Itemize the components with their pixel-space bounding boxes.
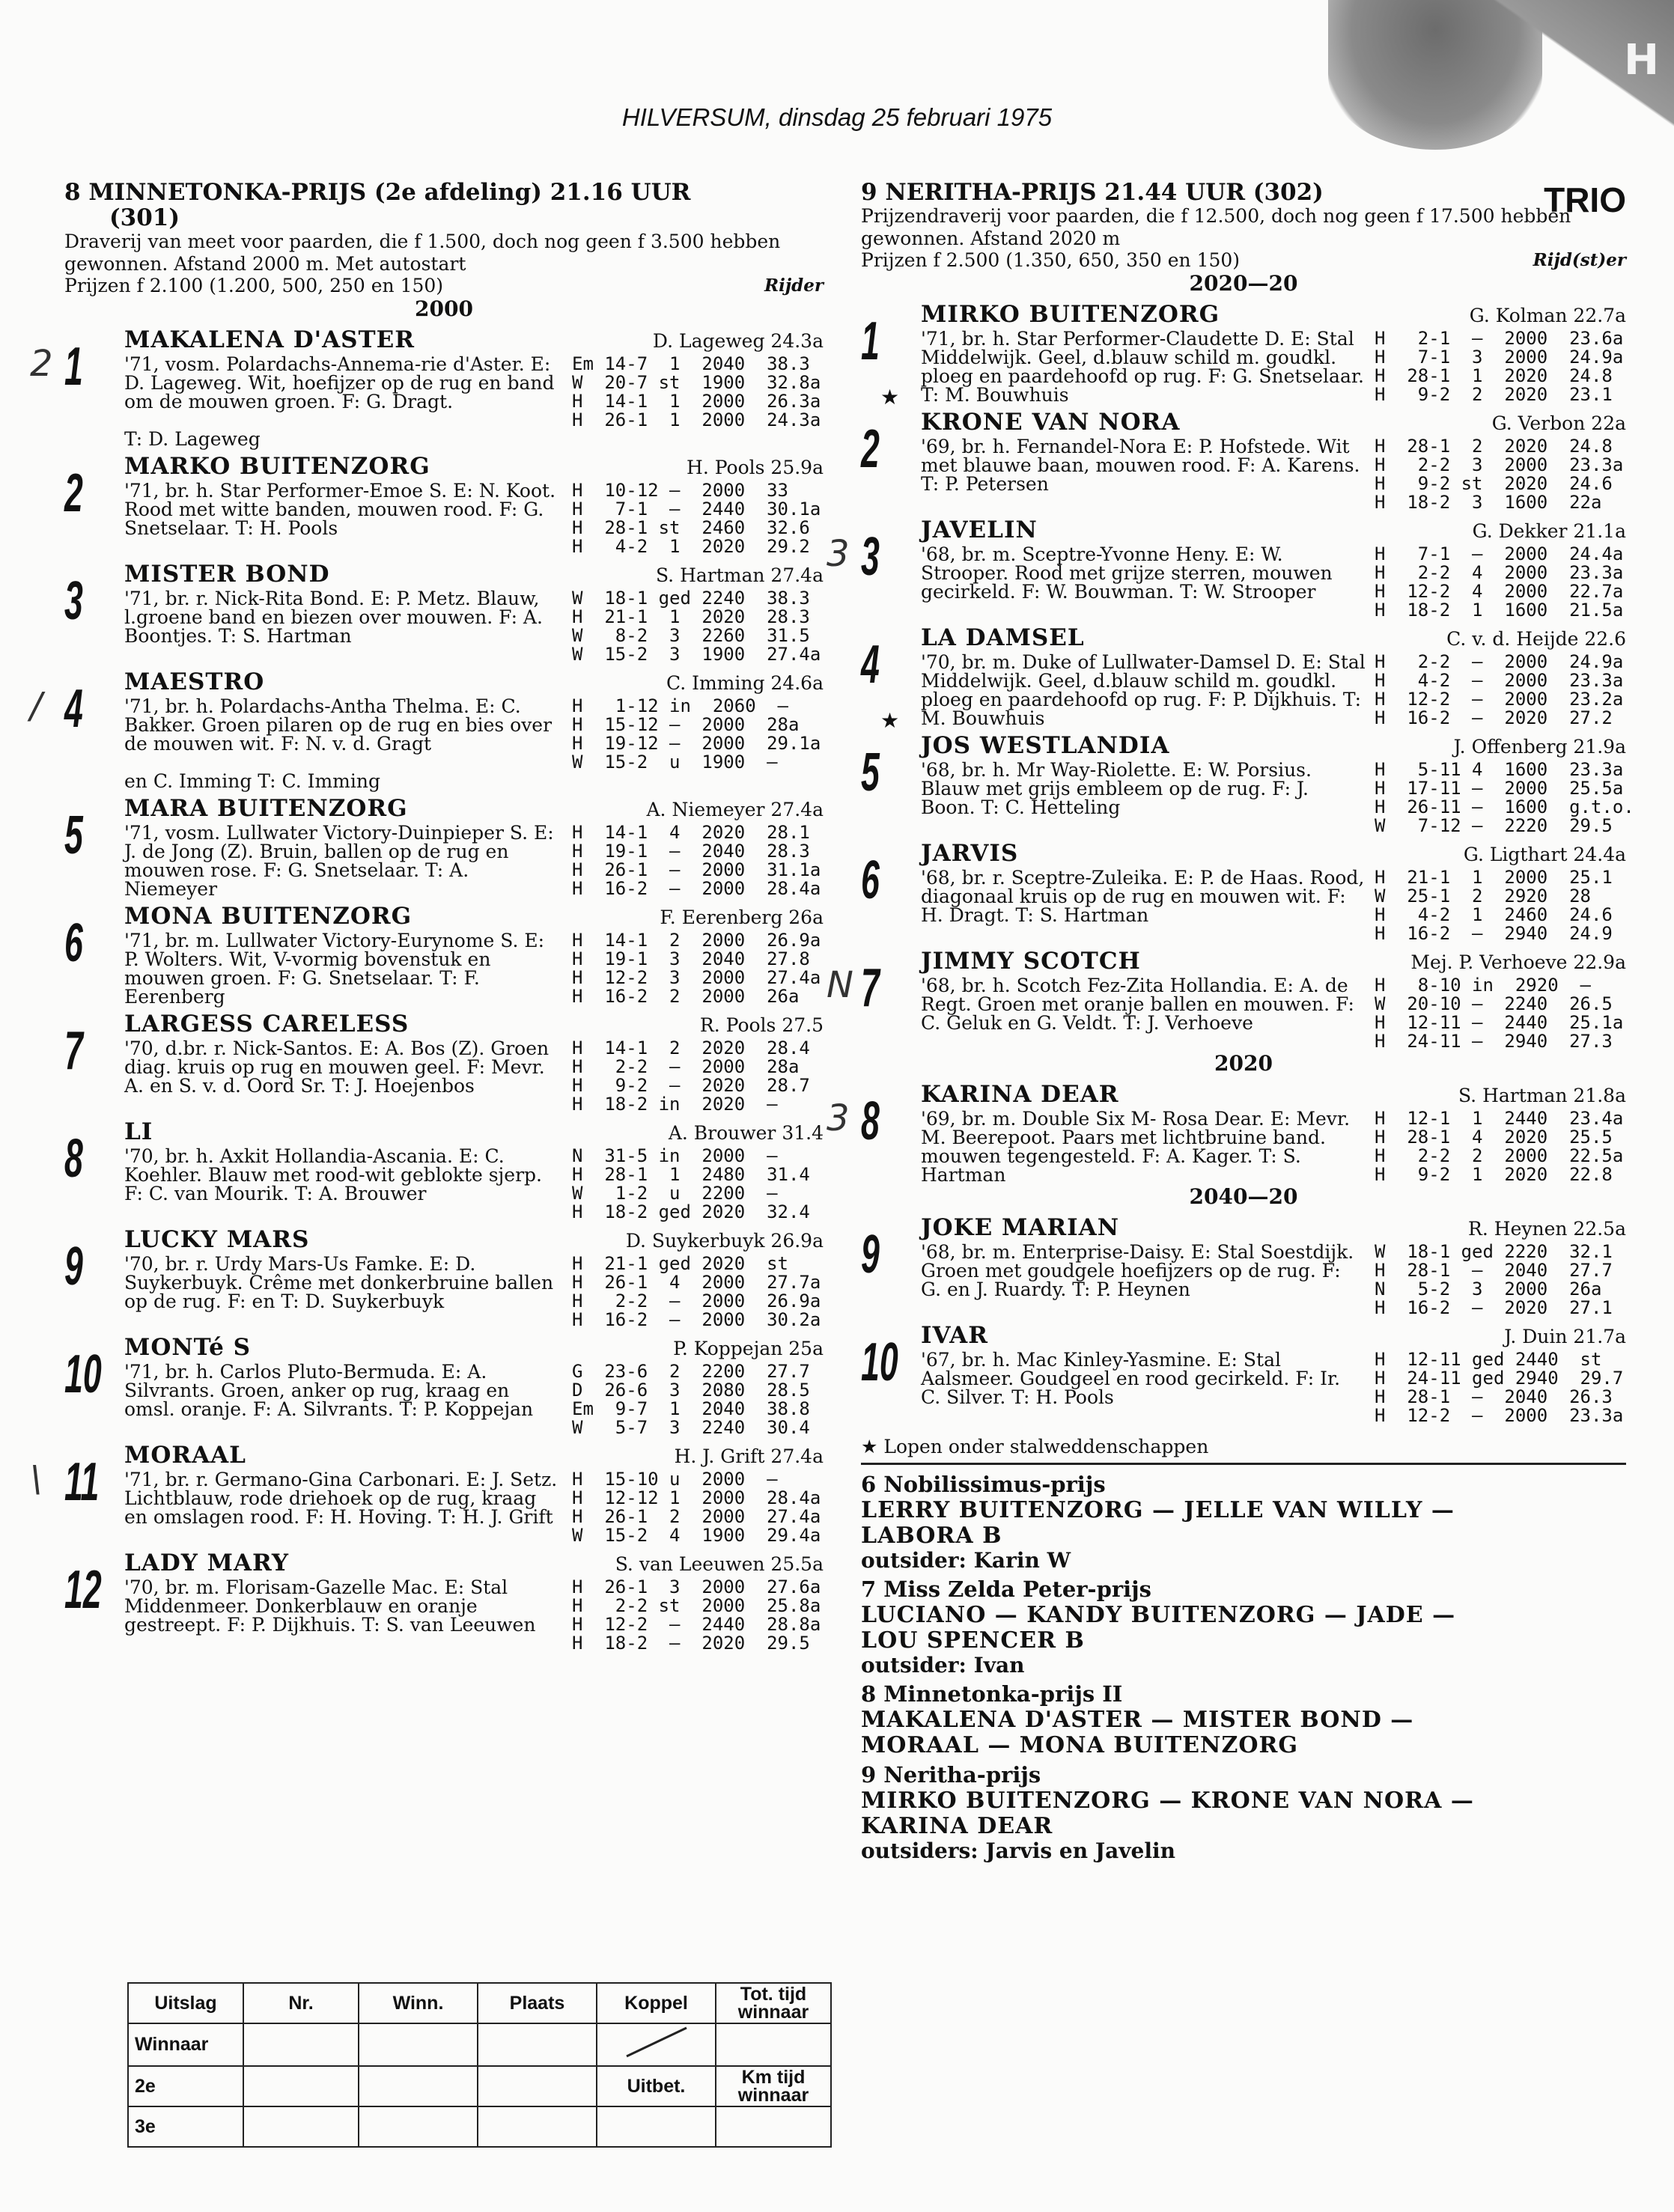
- horse-entry: [861, 732, 1634, 836]
- horse-name: MONA BUITENZORG: [124, 903, 413, 930]
- horse-name: JAVELIN: [921, 517, 1038, 543]
- race9-prizes: Prijzen f 2.500 (1.350, 650, 350 en 150): [861, 249, 1241, 271]
- horse-body: [921, 759, 1634, 836]
- horse-entry: [64, 795, 824, 898]
- horse-details: [124, 1118, 824, 1222]
- recent-form: N 31-5 in 2000 — H 28-1 1 2480 31.4 W 1-2 u 2200 — H 18-2 ged 2020 32.4: [572, 1145, 810, 1222]
- horse-entry: [861, 840, 1626, 943]
- driver-record: C. v. d. Heijde 22.6: [1446, 628, 1626, 650]
- horse-header: [921, 948, 1626, 976]
- driver-record: A. Brouwer 31.4: [668, 1122, 824, 1144]
- handwritten-mark: 2: [30, 343, 53, 385]
- horse-description: '71, br. h. Star Performer-Emoe S. E: N. Koot. Rood met witte banden, mouwen rood. F: G. Snetselaar. T: H. Pools: [124, 480, 556, 539]
- horse-body: [921, 545, 1626, 620]
- horse-description: '71, br. h. Polardachs-Antha Thelma. E: C. Bakker. Groen pilaren op de rug en bies over de mouwen wit. F: N. v. d. Gragt: [124, 695, 553, 755]
- driver-record: H. J. Grift 27.4a: [674, 1445, 824, 1467]
- driver-record: H. Pools 25.9a: [687, 457, 824, 478]
- results-row-2e: [128, 2066, 831, 2106]
- horse-details: [124, 1550, 824, 1653]
- start-number: 10: [861, 1332, 898, 1392]
- horse-details: [124, 668, 824, 790]
- recent-form: W 18-1 ged 2240 38.3 H 21-1 1 2020 28.3 W 8-2 3 2260 31.5 W 15-2 3 1900 27.4a: [572, 588, 821, 665]
- horse-name: KARINA DEAR: [921, 1081, 1119, 1108]
- horse-details: [124, 561, 824, 664]
- horse-name: LARGESS CARELESS: [124, 1011, 410, 1038]
- horse-description: '68, br. m. Enterprise-Daisy. E: Stal Soestdijk. Groen met goudgele hoefijzers op de rug. F: G. en J. Ruardy. T: P. Heynen: [921, 1241, 1354, 1300]
- header-koppel: Koppel: [597, 1983, 716, 2023]
- corner-letter: H: [1624, 36, 1659, 85]
- horse-details: [921, 301, 1626, 404]
- driver-record: S. Hartman 21.8a: [1458, 1085, 1626, 1106]
- horse-name: JARVIS: [921, 840, 1019, 867]
- start-number: 1: [861, 311, 880, 371]
- horse-name: JOKE MARIAN: [921, 1214, 1120, 1241]
- driver-record: P. Koppejan 25a: [673, 1338, 824, 1359]
- horse-description: '71, br. h. Star Performer-Claudette D. E: Stal Middelwijk. Geel, d.blauw schild m. goudkl. ploeg en paardehoofd op rug. F: G. Snetselaar. T: M. Bouwhuis: [921, 328, 1365, 406]
- tip-race-title: 7 Miss Zelda Peter-prijs: [861, 1576, 1151, 1602]
- trio-label: TRIO: [1544, 180, 1626, 219]
- horse-header: [921, 1081, 1626, 1109]
- horse-name: LA DAMSEL: [921, 624, 1085, 651]
- horse-name: JOS WESTLANDIA: [921, 732, 1170, 759]
- horse-details: [921, 1214, 1626, 1317]
- handwritten-mark: 3: [827, 1097, 850, 1139]
- handwritten-mark: N: [827, 964, 853, 1006]
- horse-details: [124, 1334, 824, 1437]
- driver-record: Mej. P. Verhoeve 22.9a: [1410, 951, 1626, 973]
- horse-description: '69, br. h. Fernandel-Nora E: P. Hofstede. Wit met blauwe baan, mouwen rood. F: A. Karens. T: P. Petersen: [921, 436, 1360, 495]
- start-number: 9: [861, 1225, 880, 1285]
- cell[interactable]: [243, 2066, 359, 2106]
- row-label-winnaar: Winnaar: [128, 2023, 243, 2066]
- horse-description: '71, br. r. Nick-Rita Bond. E: P. Metz. Blauw, l.groene band en biezen over mouwen. F: A. Boontjes. T: S. Hartman: [124, 588, 543, 647]
- handwritten-mark: /: [30, 685, 43, 727]
- results-row-winnaar: [128, 2023, 831, 2066]
- horse-name: MORAAL: [124, 1442, 246, 1469]
- recent-form: H 15-10 u 2000 — H 12-12 1 2000 28.4a H 26-1 2 2000 27.4a W 15-2 4 1900 29.4a: [572, 1469, 821, 1546]
- recent-form: H 2-1 — 2000 23.6a H 7-1 3 2000 24.9a H 28-1 1 2020 24.8 H 9-2 2 2020 23.1: [1375, 328, 1624, 405]
- horse-description: '70, br. m. Duke of Lullwater-Damsel D. E: Stal Middelwijk. Geel, d.blauw schild m. goudkl. ploeg en paardehoofd op rug. F: P. Dijkhuis. T: M. Bouwhuis: [921, 651, 1366, 729]
- start-number: 9: [64, 1237, 83, 1297]
- recent-form: Em 14-7 1 2040 38.3 W 20-7 st 1900 32.8a H 14-1 1 2000 26.3a H 26-1 1 2000 24.3a: [572, 353, 821, 430]
- distance-subheading: 2020: [1214, 1051, 1273, 1076]
- tip-picks: LUCIANO — KANDY BUITENZORG — JADE —: [861, 1602, 1456, 1628]
- horse-details: [921, 840, 1626, 943]
- tip-picks: LOU SPENCER B: [861, 1627, 1085, 1654]
- horse-entry: [861, 624, 1626, 733]
- driver-record: J. Offenberg 21.9a: [1453, 736, 1626, 758]
- row-label-2e: 2e: [128, 2066, 243, 2106]
- horse-body: [921, 868, 1626, 943]
- horse-body: [921, 976, 1626, 1051]
- start-number: 2: [64, 463, 83, 523]
- tip-outsider: outsider: Ivan: [861, 1653, 1025, 1678]
- race9-conditions: Prijzendraverij voor paarden, die f 12.500, doch nog geen f 17.500 hebben gewonnen. Afstand 2020 m: [861, 205, 1571, 249]
- driver-record: A. Niemeyer 27.4a: [646, 799, 824, 820]
- horse-body: [124, 697, 824, 772]
- tip-race-title: 9 Neritha-prijs: [861, 1762, 1041, 1788]
- race8-code: (301): [109, 204, 180, 231]
- stable-star-icon: ★: [880, 708, 900, 733]
- horse-entry: [827, 517, 1626, 621]
- cell[interactable]: [478, 2066, 597, 2106]
- start-number: 8: [64, 1129, 83, 1189]
- stable-footnote: ★ Lopen onder stalweddenschappen: [861, 1436, 1209, 1457]
- driver-record: D. Lageweg 24.3a: [652, 330, 824, 352]
- cell[interactable]: [478, 2106, 597, 2147]
- horse-description: '71, vosm. Polardachs-Annema-rie d'Aster. E: D. Lageweg. Wit, hoefijzer op de rug en band om de mouwen groen. F: G. Dragt.: [124, 353, 555, 412]
- horse-details: [124, 903, 824, 1006]
- header-uitslag: Uitslag: [128, 1983, 243, 2023]
- driver-record: J. Duin 21.7a: [1504, 1326, 1626, 1347]
- horse-footer: en C. Imming T: C. Imming: [124, 770, 380, 792]
- horse-body: [124, 481, 824, 556]
- recent-form: H 21-1 ged 2020 st H 26-1 4 2000 27.7a H 2-2 — 2000 26.9a H 16-2 — 2000 30.2a: [572, 1253, 821, 1330]
- driver-record: G. Ligthart 24.4a: [1463, 844, 1626, 865]
- horse-body: [921, 653, 1626, 728]
- driver-record: S. van Leeuwen 25.5a: [615, 1553, 824, 1575]
- driver-record: R. Pools 27.5: [699, 1014, 824, 1036]
- slash-mark: [619, 2025, 694, 2059]
- horse-details: [921, 1081, 1626, 1184]
- horse-header: [124, 1550, 824, 1578]
- horse-header: [921, 840, 1626, 868]
- horse-body: [124, 1039, 824, 1114]
- horse-header: [124, 453, 824, 481]
- horse-entry: [64, 1550, 824, 1653]
- horse-body: [124, 1255, 824, 1329]
- start-number: 3: [861, 527, 880, 587]
- horse-description: '69, br. m. Double Six M- Rosa Dear. E: Mevr. M. Beerepoot. Paars met lichtbruine band. mouwen tegengesteld. F: A. Kager. T: S. Hartman: [921, 1108, 1351, 1186]
- cell[interactable]: [716, 2023, 831, 2066]
- race9-distance: 2020—20: [1189, 271, 1298, 296]
- recent-form: W 18-1 ged 2220 32.1 H 28-1 — 2040 27.7 N 5-2 3 2000 26a H 16-2 — 2020 27.1: [1375, 1241, 1613, 1318]
- tip-picks: MIRKO BUITENZORG — KRONE VAN NORA —: [861, 1788, 1474, 1814]
- horse-name: IVAR: [921, 1322, 988, 1349]
- start-number: 6: [64, 913, 83, 973]
- race9-horse-list: [827, 301, 1634, 1426]
- tip-race-title: 8 Minnetonka-prijs II: [861, 1681, 1123, 1707]
- horse-header: [921, 1214, 1626, 1243]
- horse-entry: [827, 948, 1626, 1052]
- cell[interactable]: [359, 2023, 478, 2066]
- horse-body: [124, 1362, 824, 1437]
- horse-description: '71, br. r. Germano-Gina Carbonari. E: J. Setz. Lichtblauw, rode driehoek op de rug, kraag en omslagen rood. F: H. Hoving. T: H. J. Grift: [124, 1469, 558, 1528]
- horse-header: [124, 561, 824, 589]
- start-number: 2: [861, 419, 880, 479]
- horse-description: '67, br. h. Mac Kinley-Yasmine. E: Stal Aalsmeer. Goudgeel en rood gecirkeld. F: Ir. C. Silver. T: H. Pools: [921, 1349, 1341, 1408]
- cell[interactable]: [359, 2066, 478, 2106]
- horse-entry: [861, 1322, 1626, 1425]
- recent-form: H 12-1 1 2440 23.4a H 28-1 4 2020 25.5 H 2-2 2 2000 22.5a H 9-2 1 2020 22.8: [1375, 1108, 1624, 1185]
- recent-form: G 23-6 2 2200 27.7 D 26-6 3 2080 28.5 Em 9-7 1 2040 38.8 W 5-7 3 2240 30.4: [572, 1361, 810, 1438]
- distance-subheading: 2040—20: [1189, 1184, 1298, 1209]
- horse-body: [124, 355, 824, 430]
- race9-column: [827, 179, 1634, 1863]
- horse-details: [124, 795, 824, 898]
- driver-record: F. Eerenberg 26a: [660, 907, 824, 928]
- km-tijd-label: Km tijd winnaar: [716, 2066, 831, 2106]
- race9-prizes-row: [861, 250, 1626, 271]
- driver-record: G. Dekker 21.1a: [1472, 520, 1626, 542]
- driver-record: G. Kolman 22.7a: [1469, 305, 1626, 326]
- horse-header: [124, 903, 824, 931]
- horse-name: MARA BUITENZORG: [124, 795, 408, 822]
- horse-details: [921, 517, 1626, 620]
- race8-horse-list: [30, 326, 824, 1654]
- start-number: 7: [64, 1021, 83, 1081]
- start-number: 4: [64, 679, 83, 739]
- start-number: 6: [861, 850, 880, 910]
- koppel-slash-cell: [597, 2023, 716, 2066]
- horse-details: [921, 624, 1626, 728]
- start-number: 12: [64, 1560, 102, 1620]
- horse-body: [124, 931, 824, 1006]
- tip-race-title: 6 Nobilissimus-prijs: [861, 1472, 1106, 1497]
- horse-header: [124, 1118, 824, 1147]
- horse-details: [921, 732, 1634, 836]
- horse-header: [124, 1442, 824, 1470]
- recent-form: H 14-1 4 2020 28.1 H 19-1 — 2040 28.3 H 26-1 — 2000 31.1a H 16-2 — 2000 28.4a: [572, 822, 821, 899]
- recent-form: H 28-1 2 2020 24.8 H 2-2 3 2000 23.3a H 9-2 st 2020 24.6 H 18-2 3 1600 22a: [1375, 436, 1624, 513]
- horse-entry: [30, 1442, 824, 1546]
- horse-description: '68, br. h. Mr Way-Riolette. E: W. Porsius. Blauw met grijs embleem op de rug. F: J. Boon. T: C. Hetteling: [921, 759, 1312, 818]
- header-tot-tijd: Tot. tijd winnaar: [716, 1983, 831, 2023]
- start-number: 7: [861, 958, 880, 1018]
- recent-form: H 14-1 2 2020 28.4 H 2-2 — 2000 28a H 9-2 — 2020 28.7 H 18-2 in 2020 —: [572, 1038, 810, 1115]
- horse-description: '70, br. r. Urdy Mars-Us Famke. E: D. Suykerbuyk. Crême met donkerbruine ballen op de rug. F: en T: D. Suykerbuyk: [124, 1253, 554, 1312]
- tip-picks: LABORA B: [861, 1523, 1002, 1549]
- horse-body: [124, 589, 824, 664]
- results-table: [127, 1982, 832, 2148]
- corner-tab: [1434, 0, 1674, 157]
- recent-form: H 8-10 in 2920 — W 20-10 — 2240 26.5 H 12-11 — 2440 25.1a H 24-11 — 2940 27.3: [1375, 975, 1624, 1052]
- horse-entry: [861, 409, 1626, 512]
- driver-record: D. Suykerbuyk 26.9a: [625, 1230, 824, 1252]
- cell[interactable]: [359, 2106, 478, 2147]
- start-number: 1: [64, 337, 83, 397]
- cell[interactable]: [478, 2023, 597, 2066]
- horse-body: [124, 1470, 824, 1545]
- dateline: HILVERSUM, dinsdag 25 februari 1975: [621, 103, 1053, 131]
- horse-name: LADY MARY: [124, 1550, 289, 1576]
- tip-outsider: outsider: Karin W: [861, 1548, 1071, 1573]
- horse-description: '70, d.br. r. Nick-Santos. E: A. Bos (Z). Groen diag. kruis op rug en mouwen geel. F: Mevr. A. en S. v. d. Oord Sr. T: J. Hoejenbos: [124, 1038, 550, 1097]
- horse-header: [921, 732, 1626, 761]
- race8-distance: 2000: [415, 296, 473, 321]
- recent-form: H 10-12 — 2000 33 H 7-1 — 2440 30.1a H 28-1 st 2460 32.6 H 4-2 1 2020 29.2: [572, 480, 821, 557]
- cell[interactable]: [597, 2106, 716, 2147]
- start-number: 11: [64, 1452, 100, 1512]
- horse-body: [124, 1147, 824, 1222]
- horse-entry: [861, 301, 1626, 409]
- header-plaats: Plaats: [478, 1983, 597, 2023]
- tip-outsider: outsiders: Jarvis en Javelin: [861, 1838, 1175, 1863]
- start-number: 3: [64, 571, 83, 631]
- horse-footer: T: D. Lageweg: [124, 428, 261, 450]
- horse-entry: [64, 1334, 824, 1437]
- horse-name: LUCKY MARS: [124, 1226, 310, 1253]
- horse-header: [921, 409, 1626, 437]
- recent-form: H 26-1 3 2000 27.6a H 2-2 st 2000 25.8a H 12-2 — 2440 28.8a H 18-2 — 2020 29.5: [572, 1576, 821, 1654]
- horse-header: [124, 1226, 824, 1255]
- horse-entry: [30, 326, 824, 450]
- race9-title: 9 NERITHA-PRIJS 21.44 UUR (302): [861, 179, 1324, 206]
- uitbet-label: Uitbet.: [597, 2066, 716, 2106]
- horse-body: [921, 1243, 1626, 1317]
- recent-form: H 7-1 — 2000 24.4a H 2-2 4 2000 23.3a H 12-2 4 2000 22.7a H 18-2 1 1600 21.5a: [1375, 543, 1624, 621]
- divider: [861, 1463, 1626, 1465]
- horse-header: [124, 795, 824, 823]
- horse-body: [921, 1109, 1626, 1184]
- race8-conditions: Draverij van meet voor paarden, die f 1.500, doch nog geen f 3.500 hebben gewonnen. Afstand 2000 m. Met autostart: [64, 231, 781, 275]
- race8-title: 8 MINNETONKA-PRIJS (2e afdeling) 21.16 UUR: [64, 179, 691, 206]
- horse-body: [921, 1350, 1626, 1425]
- race8-prizes-row: [64, 275, 824, 296]
- horse-description: '70, br. h. Axkit Hollandia-Ascania. E: C. Koehler. Blauw met rood-wit geblokte sjerp. F: C. van Mourik. T: A. Brouwer: [124, 1145, 543, 1204]
- horse-description: '71, vosm. Lullwater Victory-Duinpieper S. E: J. de Jong (Z). Bruin, ballen op de rug en mouwen rose. F: G. Snetselaar. T: A. Niemeyer: [124, 822, 554, 900]
- driver-record: C. Imming 24.6a: [666, 672, 824, 694]
- race8-column: [30, 179, 824, 1654]
- race8-rider-label: Rijder: [764, 275, 824, 296]
- horse-description: '68, br. h. Scotch Fez-Zita Hollandia. E: A. de Regt. Groen met oranje ballen en mouwen. F: C. Geluk en G. Veldt. T: J. Verhoeve: [921, 975, 1354, 1034]
- horse-entry: [64, 1011, 824, 1114]
- tip-picks: MORAAL — MONA BUITENZORG: [861, 1732, 1299, 1758]
- horse-description: '68, br. r. Sceptre-Zuleika. E: P. de Haas. Rood, diagonaal kruis op de rug en mouwen wit. F: H. Dragt. T: S. Hartman: [921, 867, 1365, 926]
- start-number: 10: [64, 1344, 102, 1404]
- handwritten-mark: 3: [827, 533, 850, 575]
- race8-prizes: Prijzen f 2.100 (1.200, 500, 250 en 150): [64, 275, 444, 296]
- horse-entry: [827, 1081, 1626, 1186]
- horse-description: '70, br. m. Florisam-Gazelle Mac. E: Stal Middenmeer. Donkerblauw en oranje gestreept. F: P. Dijkhuis. T: S. van Leeuwen: [124, 1576, 536, 1636]
- horse-entry: [64, 1118, 824, 1222]
- horse-name: MIRKO BUITENZORG: [921, 301, 1220, 328]
- horse-name: KRONE VAN NORA: [921, 409, 1181, 436]
- driver-record: S. Hartman 27.4a: [655, 564, 824, 586]
- horse-header: [921, 301, 1626, 329]
- horse-name: LI: [124, 1118, 153, 1145]
- horse-name: MAKALENA D'ASTER: [124, 326, 415, 353]
- horse-details: [921, 409, 1626, 512]
- horse-body: [124, 1578, 824, 1653]
- horse-header: [921, 624, 1626, 653]
- horse-header: [124, 1011, 824, 1039]
- tip-picks: KARINA DEAR: [861, 1813, 1053, 1839]
- horse-header: [921, 517, 1626, 545]
- results-header-row: [128, 1983, 831, 2023]
- horse-entry: [64, 1226, 824, 1329]
- horse-header: [124, 326, 824, 355]
- horse-details: [124, 1442, 824, 1545]
- horse-entry: [64, 903, 824, 1006]
- start-number: 4: [861, 635, 880, 695]
- horse-description: '68, br. m. Sceptre-Yvonne Heny. E: W. Strooper. Rood met grijze sterren, mouwen gecirkeld. F: W. Bouwman. T: W. Strooper: [921, 543, 1333, 603]
- horse-name: JIMMY SCOTCH: [921, 948, 1141, 975]
- cell[interactable]: [243, 2106, 359, 2147]
- driver-record: G. Verbon 22a: [1491, 412, 1626, 434]
- race9-rider-label: Rijd(st)er: [1533, 250, 1626, 270]
- handwritten-mark: \: [30, 1458, 43, 1500]
- recent-form: H 21-1 1 2000 25.1 W 25-1 2 2920 28 H 4-2 1 2460 24.6 H 16-2 — 2940 24.9: [1375, 867, 1613, 944]
- driver-record: R. Heynen 22.5a: [1468, 1218, 1626, 1240]
- cell[interactable]: [716, 2106, 831, 2147]
- horse-header: [921, 1322, 1626, 1350]
- recent-form: H 12-11 ged 2440 st H 24-11 ged 2940 29.7 H 28-1 — 2040 26.3 H 12-2 — 2000 23.3a: [1375, 1349, 1624, 1426]
- tip-picks: LERRY BUITENZORG — JELLE VAN WILLY —: [861, 1497, 1455, 1523]
- start-number: 5: [64, 805, 83, 865]
- horse-body: [921, 437, 1626, 512]
- horse-details: [124, 1226, 824, 1329]
- horse-details: [124, 326, 824, 448]
- recent-form: H 5-11 4 1600 23.3a H 17-11 — 2000 25.5a H 26-11 — 1600 g.t.o. W 7-12 — 2220 29.5: [1375, 759, 1634, 836]
- header-nr: Nr.: [243, 1983, 359, 2023]
- start-number: 5: [861, 743, 880, 802]
- horse-description: '71, br. m. Lullwater Victory-Eurynome S. E: P. Wolters. Wit, V-vormig bovenstuk en mouwen groen. F: G. Snetselaar. T: F. Eerenberg: [124, 930, 545, 1008]
- recent-form: H 14-1 2 2000 26.9a H 19-1 3 2040 27.8 H 12-2 3 2000 27.4a H 16-2 2 2000 26a: [572, 930, 821, 1007]
- horse-body: [124, 823, 824, 898]
- tip-picks: MAKALENA D'ASTER — MISTER BOND —: [861, 1707, 1414, 1733]
- horse-details: [921, 948, 1626, 1051]
- start-number: 8: [861, 1091, 880, 1151]
- horse-details: [124, 1011, 824, 1114]
- stable-star-icon: ★: [880, 385, 900, 409]
- cell[interactable]: [243, 2023, 359, 2066]
- horse-details: [124, 453, 824, 556]
- results-row-3e: [128, 2106, 831, 2147]
- horse-name: MONTé S: [124, 1334, 252, 1361]
- tips-section: [861, 1471, 1626, 1863]
- horse-entry: [64, 561, 824, 664]
- horse-entry: [861, 1214, 1626, 1317]
- horse-header: [124, 668, 824, 697]
- horse-header: [124, 1334, 824, 1362]
- horse-body: [921, 329, 1626, 404]
- recent-form: H 2-2 — 2000 24.9a H 4-2 — 2000 23.3a H 12-2 — 2000 23.2a H 16-2 — 2020 27.2: [1375, 651, 1624, 728]
- horse-name: MAESTRO: [124, 668, 265, 695]
- row-label-3e: 3e: [128, 2106, 243, 2147]
- horse-entry: [64, 453, 824, 556]
- recent-form: H 1-12 in 2060 — H 15-12 — 2000 28a H 19-12 — 2000 29.1a W 15-2 u 1900 —: [572, 695, 821, 773]
- horse-name: MISTER BOND: [124, 561, 330, 588]
- horse-name: MARKO BUITENZORG: [124, 453, 430, 480]
- horse-description: '71, br. h. Carlos Pluto-Bermuda. E: A. Silvrants. Groen, anker op rug, kraag en omsl. oranje. F: A. Silvrants. T: P. Koppejan: [124, 1361, 534, 1420]
- horse-details: [921, 1322, 1626, 1425]
- header-winn: Winn.: [359, 1983, 478, 2023]
- horse-entry: [30, 668, 824, 792]
